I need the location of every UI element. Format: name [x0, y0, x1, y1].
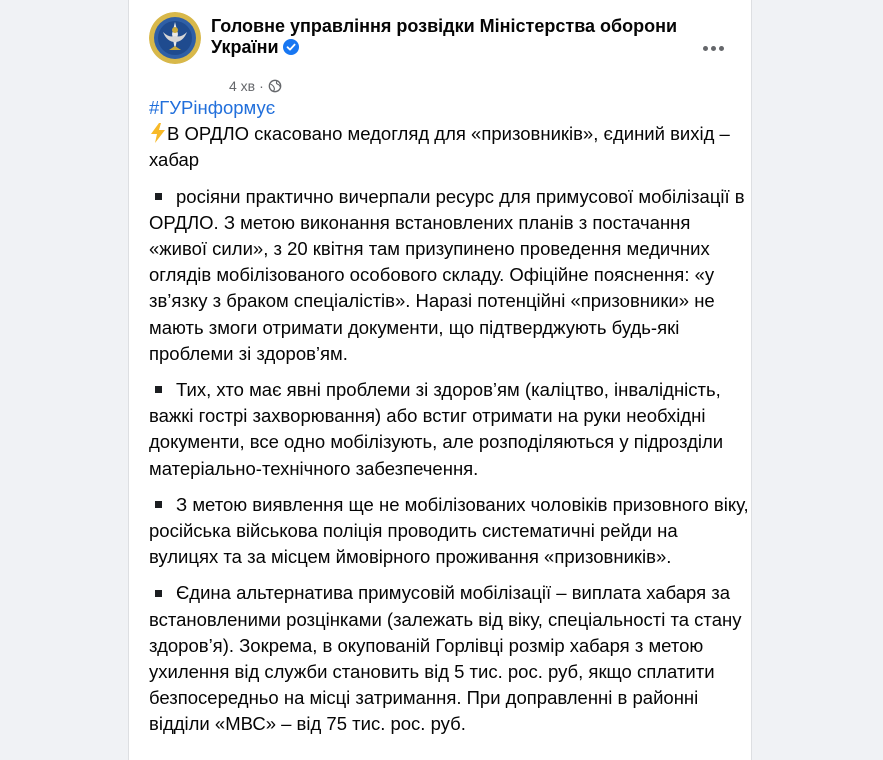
post-headline [149, 121, 749, 173]
square-bullet-icon [155, 193, 162, 200]
page-name-text[interactable]: Головне управління розвідки Міністерства оборони України [211, 16, 678, 57]
bullet-paragraph [149, 580, 749, 737]
post-timestamp[interactable]: 4 хв [229, 78, 256, 94]
spacer [149, 367, 749, 377]
more-options-dot [703, 46, 708, 51]
square-bullet-icon [155, 386, 162, 393]
bullet-text: З метою виявлення ще не мобілізованих чоловіків призовного віку, російська військова поліція проводить систематичні рейди на вулицях та за місцем ймовірного проживання «призовників». [149, 493, 749, 568]
spacer [149, 570, 749, 580]
bullet-text: росіяни практично вичерпали ресурс для примусової мобілізації в ОРДЛО. З метою виконання встановлених планів з постачання «живої сили», з 20 квітня там призупинено проведення медичних оглядів мобілізованого особового складу. Офіційне пояснення: «у зв’язку з браком спеціалістів». Наразі потенційні «призовники» не мають змоги отримати документи, що підтверджують будь-які проблеми зі здоров’ям. [149, 185, 745, 364]
headline-text: В ОРДЛО скасовано медогляд для «призовників», єдиний вихід – хабар [149, 123, 730, 171]
spacer [149, 482, 749, 492]
spacer [149, 174, 749, 184]
globe-icon[interactable] [268, 79, 282, 93]
page-name[interactable] [211, 16, 691, 58]
post-body [149, 95, 749, 738]
post-meta [229, 78, 282, 94]
meta-separator: · [259, 78, 264, 94]
post-card [128, 0, 752, 760]
bullet-text: Єдина альтернатива примусовій мобілізації – виплата хабаря за встановленими розцінками (залежать від віку, спеціальності та стану здоров’я). Зокрема, в окупованій Горлівці розмір хабаря з метою ухилення від служби становить від 5 тис. рос. руб, якщо сплатити безпосередньо на місці затримання. При доправленні в районні відділи «МВС» – від 75 тис. рос. руб. [149, 582, 742, 735]
more-options-dot [711, 46, 716, 51]
gur-emblem-icon [149, 12, 201, 64]
page-avatar[interactable] [149, 12, 201, 64]
bullet-paragraph [149, 377, 749, 482]
bullet-paragraph [149, 184, 749, 367]
post-header [149, 12, 731, 92]
lightning-icon [149, 123, 167, 143]
more-options-button[interactable] [695, 30, 731, 66]
square-bullet-icon [155, 501, 162, 508]
bullet-text: Тих, хто має явні проблеми зі здоров’ям (каліцтво, інвалідність, важкі гострі захворювання) або встиг отримати на руки необхідні документи, все одно мобілізують, але розподіляються у підрозділи матеріально-технічного забезпечення. [149, 379, 724, 479]
more-options-dot [719, 46, 724, 51]
square-bullet-icon [155, 590, 162, 597]
hashtag-link[interactable]: #ГУРінформує [149, 97, 276, 118]
verified-badge-icon [283, 39, 299, 55]
bullet-paragraph [149, 492, 749, 571]
